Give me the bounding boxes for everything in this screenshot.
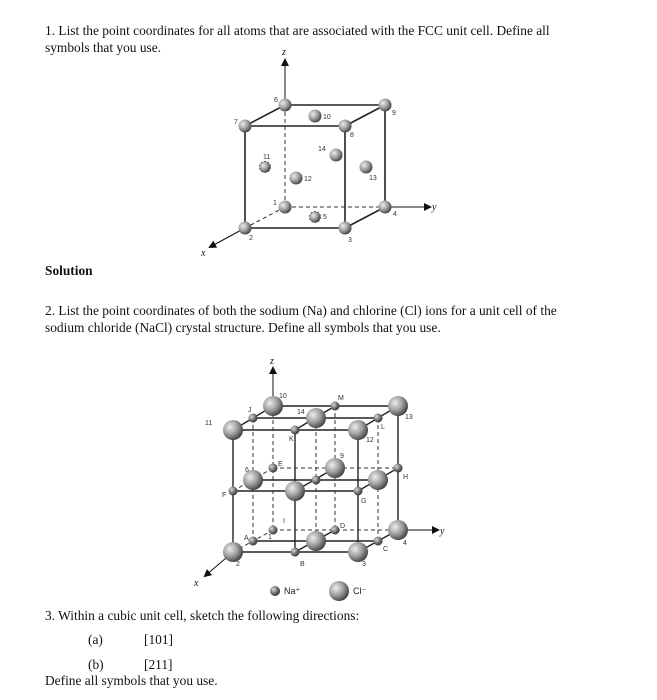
fcc-unit-cell-figure bbox=[200, 47, 437, 259]
nacl-label-13: 13 bbox=[405, 414, 413, 421]
fcc-atom-4 bbox=[379, 201, 392, 214]
fcc-label-4: 4 bbox=[393, 211, 397, 218]
define-symbols-note: Define all symbols that you use. bbox=[45, 673, 218, 688]
fcc-atom-7 bbox=[239, 120, 252, 133]
fcc-atom-5 bbox=[310, 212, 321, 223]
fcc-label-3: 3 bbox=[348, 237, 352, 244]
fcc-label-1: 1 bbox=[273, 200, 277, 207]
fcc-label-8: 8 bbox=[350, 132, 354, 139]
question-3-line-1: 3. Within a cubic unit cell, sketch the following directions: bbox=[45, 608, 360, 623]
nacl-label-D: D bbox=[340, 523, 346, 530]
nacl-label-C: C bbox=[383, 546, 389, 553]
cl-legend-swatch bbox=[329, 581, 349, 601]
solution-heading: Solution bbox=[45, 263, 93, 278]
fcc-atom-2 bbox=[239, 222, 252, 235]
nacl-label-L: L bbox=[381, 424, 385, 431]
direction-b-label: (b) bbox=[88, 657, 104, 672]
fcc-atom-6 bbox=[279, 99, 292, 112]
fcc-x-axis-label: x bbox=[201, 248, 206, 259]
na-legend-swatch bbox=[270, 586, 280, 596]
nacl-x-axis-label: x bbox=[194, 578, 199, 589]
fcc-atom-3 bbox=[339, 222, 352, 235]
fcc-label-6: 6 bbox=[274, 97, 278, 104]
nacl-label-H: H bbox=[403, 474, 409, 481]
nacl-label-12: 12 bbox=[366, 437, 374, 444]
fcc-label-9: 9 bbox=[392, 110, 396, 117]
nacl-label-2: 2 bbox=[236, 561, 240, 568]
fcc-label-2: 2 bbox=[249, 235, 253, 242]
na-legend-label: Na⁺ bbox=[284, 586, 301, 596]
nacl-legend bbox=[270, 581, 366, 601]
nacl-label-6: 6 bbox=[245, 467, 249, 474]
fcc-label-7: 7 bbox=[234, 119, 238, 126]
fcc-label-13: 13 bbox=[369, 175, 377, 182]
nacl-label-9: 9 bbox=[340, 453, 344, 460]
nacl-label-K: K bbox=[289, 436, 294, 443]
direction-b-value: [211] bbox=[144, 657, 173, 672]
nacl-label-3: 3 bbox=[362, 561, 366, 568]
fcc-atom-13 bbox=[360, 161, 373, 174]
nacl-z-axis-label: z bbox=[270, 356, 274, 367]
question-1-line-1: 1. List the point coordinates for all atoms that are associated with the FCC unit cell. Define all bbox=[45, 23, 550, 38]
fcc-atom-12 bbox=[290, 172, 303, 185]
question-2-line-1: 2. List the point coordinates of both the sodium (Na) and chlorine (Cl) ions for a unit cell of the bbox=[45, 303, 557, 318]
fcc-z-axis-label: z bbox=[282, 47, 286, 58]
fcc-atom-1 bbox=[279, 201, 292, 214]
fcc-y-axis-label: y bbox=[432, 202, 437, 213]
nacl-label-B: B bbox=[300, 561, 305, 568]
fcc-label-12: 12 bbox=[304, 176, 312, 183]
fcc-atom-10 bbox=[309, 110, 322, 123]
fcc-atom-9 bbox=[379, 99, 392, 112]
fcc-atom-8 bbox=[339, 120, 352, 133]
nacl-label-G: G bbox=[361, 498, 367, 505]
fcc-label-10: 10 bbox=[323, 114, 331, 121]
direction-a-label: (a) bbox=[88, 632, 103, 647]
fcc-atom-11 bbox=[260, 162, 271, 173]
nacl-y-axis-label: y bbox=[440, 526, 445, 537]
direction-a-value: [101] bbox=[144, 632, 174, 647]
question-1-line-2: symbols that you use. bbox=[45, 40, 162, 55]
nacl-label-14: 14 bbox=[297, 409, 305, 416]
nacl-label-4: 4 bbox=[403, 540, 407, 547]
nacl-crystal-figure bbox=[193, 356, 445, 601]
fcc-atom-14 bbox=[330, 149, 343, 162]
cl-legend-label: Cl⁻ bbox=[353, 586, 367, 596]
nacl-label-10: 10 bbox=[279, 393, 287, 400]
nacl-label-F: F bbox=[222, 492, 227, 499]
nacl-label-E: E bbox=[278, 461, 283, 468]
nacl-label-J: J bbox=[248, 407, 252, 414]
fcc-label-11: 11 bbox=[263, 154, 271, 161]
nacl-label-M: M bbox=[338, 395, 344, 402]
nacl-label-1: 1 bbox=[268, 534, 272, 541]
question-2-line-2: sodium chloride (NaCl) crystal structure. Define all symbols that you use. bbox=[45, 320, 441, 335]
nacl-label-11: 11 bbox=[205, 420, 213, 427]
nacl-label-A: A bbox=[244, 535, 249, 542]
nacl-label-I: I bbox=[283, 518, 285, 525]
fcc-label-5: 5 bbox=[323, 214, 327, 221]
fcc-label-14: 14 bbox=[318, 146, 326, 153]
